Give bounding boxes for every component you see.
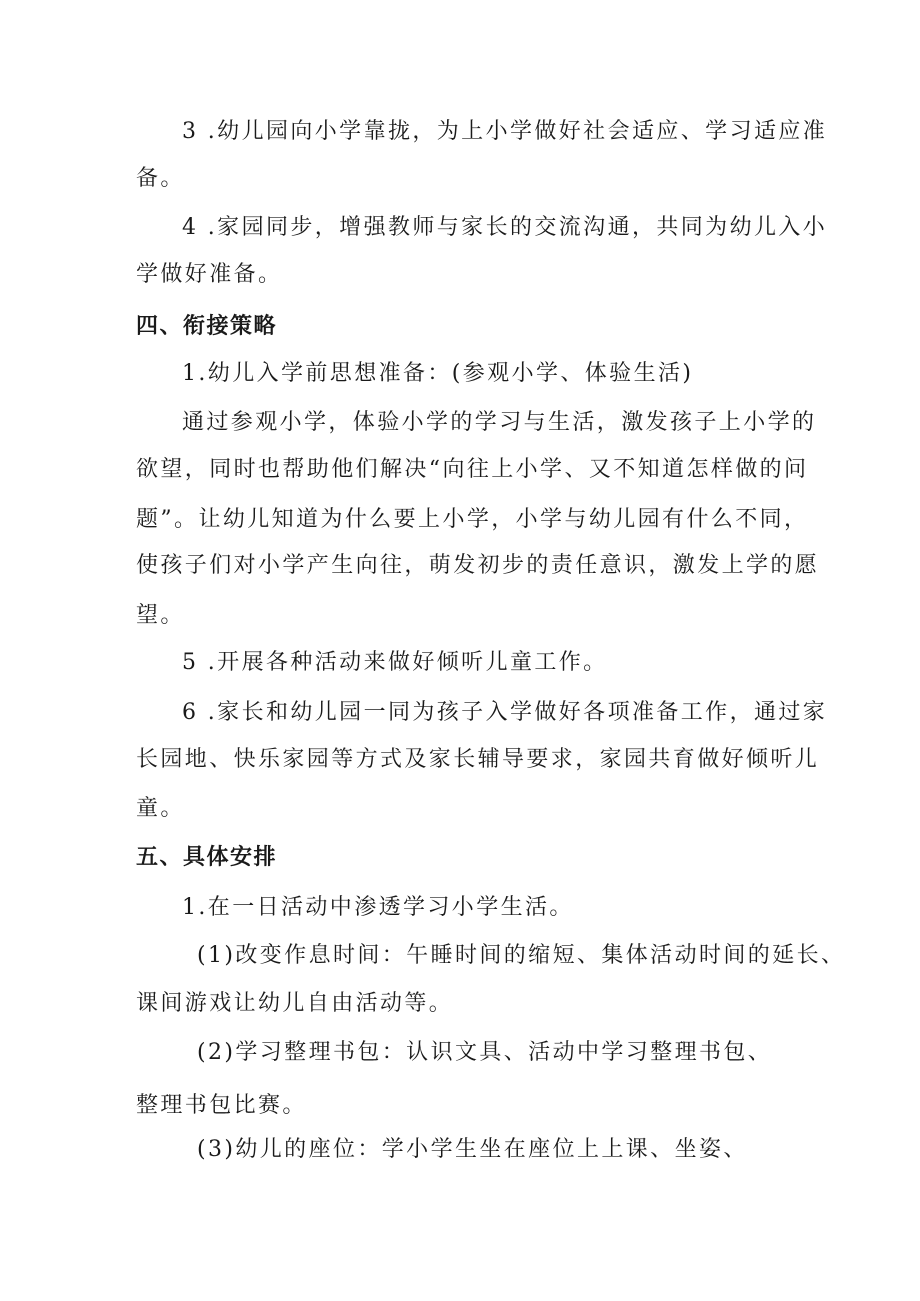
item-1-title: 1.幼儿入学前思想准备：(参观小学、体验生活) <box>182 361 694 386</box>
sub-item-1-line-2: 课间游戏让幼儿自由活动等。 <box>136 991 454 1016</box>
item-6-line-1: 6 .家长和幼儿园一同为孩子入学做好各项准备工作，通过家 <box>182 700 828 725</box>
section-heading-4: 四、衔接策略 <box>136 314 278 339</box>
schedule-item-1: 1.在一日活动中渗透学习小学生活。 <box>182 895 574 920</box>
sub-item-2-line-2: 整理书包比赛。 <box>136 1093 307 1118</box>
paragraph-3-line-1: 3 .幼儿园向小学靠拢，为上小学做好社会适应、学习适应准 <box>182 119 828 144</box>
sub-item-1-line-1: (1)改变作息时间：午睡时间的缩短、集体活动时间的延长、 <box>197 943 846 968</box>
paragraph-4-line-2: 学做好准备。 <box>136 262 283 287</box>
paragraph-4-line-1: 4 .家园同步，增强教师与家长的交流沟通，共同为幼儿入小 <box>182 215 828 240</box>
item-5: 5 .开展各种活动来做好倾听儿童工作。 <box>182 650 608 675</box>
paragraph-3-line-2: 备。 <box>136 166 185 191</box>
item-6-line-2: 长园地、快乐家园等方式及家长辅导要求，家园共育做好倾听儿 <box>136 747 820 772</box>
sub-item-3-line-1: (3)幼儿的座位：学小学生坐在座位上上课、坐姿、 <box>197 1137 748 1162</box>
item-1-body-line-3: 题”。让幼儿知道为什么要上小学，小学与幼儿园有什么不同， <box>136 507 809 532</box>
item-1-body-line-5: 望。 <box>136 603 185 628</box>
item-1-body-line-4: 使孩子们对小学产生向往，萌发初步的责任意识，激发上学的愿 <box>136 553 820 578</box>
item-1-body-line-2: 欲望，同时也帮助他们解决“向往上小学、又不知道怎样做的问 <box>136 457 809 482</box>
item-1-body-line-1: 通过参观小学，体验小学的学习与生活，激发孩子上小学的 <box>182 410 817 435</box>
section-heading-5: 五、具体安排 <box>136 845 278 870</box>
item-6-line-3: 童。 <box>136 796 185 821</box>
sub-item-2-line-1: (2)学习整理书包：认识文具、活动中学习整理书包、 <box>197 1040 773 1065</box>
